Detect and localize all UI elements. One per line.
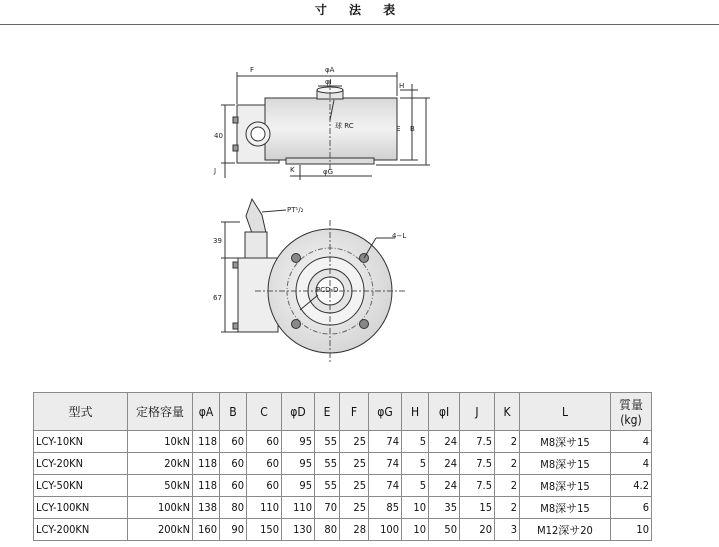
table-cell: 74 [369,453,402,475]
label-pcd: PCD-D [316,286,339,294]
table-cell: 25 [340,453,369,475]
table-cell: 6 [611,497,652,519]
table-cell: 200kN [128,519,193,541]
table-row [34,453,652,475]
table-cell: 2 [495,475,520,497]
table-cell: 110 [247,497,282,519]
label-K: K [290,166,295,174]
top-view [221,199,405,362]
table-cell: 85 [369,497,402,519]
table-cell: 138 [193,497,220,519]
table-cell: 50 [429,519,460,541]
column-header: 型式 [34,393,128,431]
table-cell: LCY-20KN [34,453,128,475]
table-cell: 24 [429,431,460,453]
label-rc: 球 RC [335,122,354,130]
column-header: φI [429,393,460,431]
table-cell: 24 [429,453,460,475]
table-cell: 80 [220,497,247,519]
table-cell: 90 [220,519,247,541]
table-cell: 5 [402,431,429,453]
column-header: B [220,393,247,431]
column-header: C [247,393,282,431]
table-cell: LCY-100KN [34,497,128,519]
table-cell: 70 [315,497,340,519]
column-header: L [520,393,611,431]
table-cell: 3 [495,519,520,541]
table-cell: 60 [247,475,282,497]
table-cell: 130 [282,519,315,541]
table-cell: 95 [282,475,315,497]
table-cell: 55 [315,453,340,475]
column-header: φD [282,393,315,431]
table-cell: 60 [247,431,282,453]
label-J: J [214,167,217,175]
column-header: J [460,393,495,431]
column-header: φG [369,393,402,431]
table-cell: 118 [193,453,220,475]
table-cell: 4.2 [611,475,652,497]
table-cell: 2 [495,431,520,453]
table-cell: M8深サ15 [520,475,611,497]
table-cell: 2 [495,497,520,519]
table-cell: 25 [340,497,369,519]
table-cell: 7.5 [460,453,495,475]
table-cell: 5 [402,453,429,475]
page-title: 寸 法 表 [314,3,405,17]
table-header-row [34,393,652,431]
table-cell: 5 [402,475,429,497]
table-cell: 7.5 [460,475,495,497]
table-cell: 10 [402,497,429,519]
table-cell: 20kN [128,453,193,475]
table-cell: 100 [369,519,402,541]
table-cell: 80 [315,519,340,541]
table-cell: M8深サ15 [520,497,611,519]
table-cell: 10kN [128,431,193,453]
table-cell: 74 [369,475,402,497]
label-40: 40 [214,132,223,140]
table-cell: M12深サ20 [520,519,611,541]
column-header: 定格容量 [128,393,193,431]
label-67: 67 [213,294,222,302]
table-cell: 60 [220,475,247,497]
table-body [34,431,652,541]
table-cell: 20 [460,519,495,541]
table-cell: 100kN [128,497,193,519]
table-cell: 25 [340,431,369,453]
column-header: E [315,393,340,431]
table-cell: LCY-50KN [34,475,128,497]
table-cell: 150 [247,519,282,541]
table-cell: 55 [315,475,340,497]
label-H: H [399,82,405,90]
title-divider [0,24,719,25]
table-cell: 60 [220,453,247,475]
table-cell: 15 [460,497,495,519]
table-row [34,475,652,497]
dimension-drawing [0,26,719,390]
table-cell: 25 [340,475,369,497]
table-cell: 60 [247,453,282,475]
table-cell: 4 [611,431,652,453]
table-cell: 10 [402,519,429,541]
label-4L: 4−L [392,232,407,240]
column-header: 質量 (kg) [611,393,652,431]
label-F: F [250,66,255,74]
table-cell: 24 [429,475,460,497]
table-row [34,431,652,453]
table-cell: 74 [369,431,402,453]
table-cell: 95 [282,431,315,453]
table-cell: 28 [340,519,369,541]
table-cell: 60 [220,431,247,453]
label-pt: PT¹/₂ [287,206,304,214]
table-cell: 55 [315,431,340,453]
table-cell: 95 [282,453,315,475]
table-cell: 2 [495,453,520,475]
table-cell: 35 [429,497,460,519]
table-cell: 7.5 [460,431,495,453]
table-cell: M8深サ15 [520,431,611,453]
table-cell: LCY-200KN [34,519,128,541]
label-B: B [410,125,415,133]
table-row [34,519,652,541]
column-header: F [340,393,369,431]
column-header: K [495,393,520,431]
table-cell: 118 [193,431,220,453]
label-E: E [396,125,401,133]
label-phiA: φA [325,66,335,74]
spec-table [33,392,652,541]
table-cell: 110 [282,497,315,519]
column-header: φA [193,393,220,431]
label-phiG: φG [323,168,334,176]
label-39: 39 [213,237,222,245]
table-cell: 10 [611,519,652,541]
table-cell: LCY-10KN [34,431,128,453]
label-phiI: φI [325,78,332,86]
table-cell: 50kN [128,475,193,497]
table-cell: M8深サ15 [520,453,611,475]
table-row [34,497,652,519]
column-header: H [402,393,429,431]
table-cell: 118 [193,475,220,497]
table-cell: 4 [611,453,652,475]
table-cell: 160 [193,519,220,541]
